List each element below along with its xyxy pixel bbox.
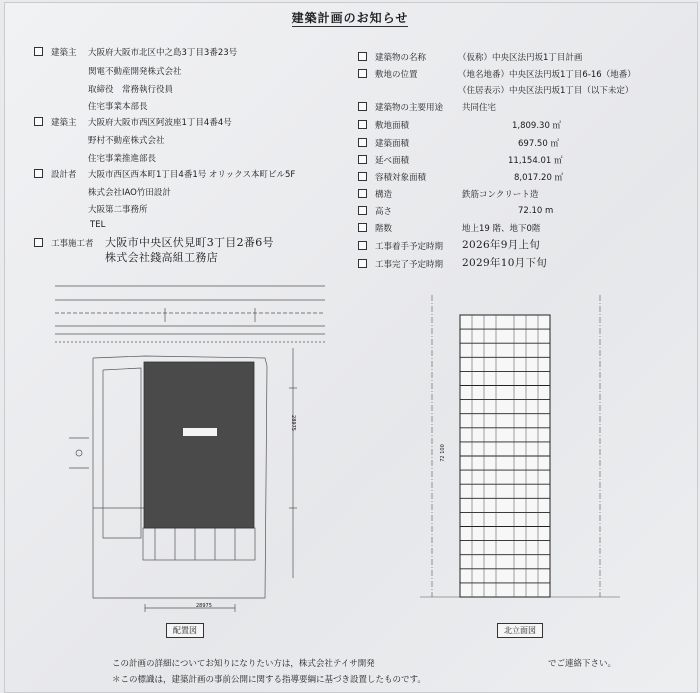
item-value: 8,017.20 ㎡ <box>514 173 564 183</box>
checkbox <box>358 206 367 215</box>
item-label: 建築物の主要用途 <box>375 103 444 113</box>
item-label: 建築物の名称 <box>375 53 427 63</box>
contractor-line: 大阪市中央区伏見町3丁目2番6号 <box>105 236 274 249</box>
designer-line: 株式会社IAO竹田設計 <box>88 188 171 198</box>
item-label: 容積対象面積 <box>375 173 427 183</box>
item-value: 地上19 階、地下0階 <box>462 224 541 234</box>
checkbox <box>358 69 367 78</box>
designer-line: TEL <box>90 220 106 230</box>
checkbox <box>358 120 367 129</box>
checkbox <box>34 117 43 126</box>
item-label: 階数 <box>375 224 393 234</box>
elevation-drawing <box>420 285 620 605</box>
checkbox <box>358 241 367 250</box>
elevation-caption: 北立面図 <box>497 623 543 638</box>
item-value: 2029年10月下旬 <box>462 257 548 269</box>
footer-line-1: この計画の詳細についてお知りになりたい方は，株式会社テイサ開発 <box>112 659 375 669</box>
item-label: 延べ面積 <box>375 156 410 166</box>
checkbox <box>358 138 367 147</box>
designer-line: 大阪第二事務所 <box>88 205 148 215</box>
checkbox <box>34 238 43 247</box>
owner-line: 住宅事業本部長 <box>88 102 148 112</box>
owner-line: 関電不動産開発株式会社 <box>88 67 182 77</box>
designer-label: 設計者 <box>51 170 77 180</box>
notice-title: 建築計画のお知らせ <box>291 11 409 25</box>
owner2-line: 大阪府大阪市西区阿波座1丁目4番4号 <box>88 118 232 128</box>
designer-line: 大阪市西区西本町1丁目4番1号 オリックス本町ビル5F <box>88 170 296 180</box>
item-label: 敷地の位置 <box>375 70 418 80</box>
item-label: 工事完了予定時期 <box>375 260 444 270</box>
contractor-label: 工事施工者 <box>51 239 94 249</box>
item-value: 72.10 m <box>518 206 554 216</box>
owner-line: 大阪府大阪市北区中之島3丁目3番23号 <box>88 48 238 58</box>
checkbox <box>358 172 367 181</box>
owner2-line: 住宅事業推進部長 <box>88 154 157 164</box>
footer-line-2: ＊この標識は，建築計画の事前公開に関する指導要綱に基づき設置したものです。 <box>112 675 426 685</box>
checkbox <box>358 102 367 111</box>
site-plan-caption: 配置図 <box>166 623 204 638</box>
checkbox <box>358 259 367 268</box>
item-value: 11,154.01 ㎡ <box>508 156 563 166</box>
checkbox <box>358 155 367 164</box>
checkbox <box>358 223 367 232</box>
item-label: 敷地面積 <box>375 121 410 131</box>
owner-line: 取締役 常務執行役員 <box>88 85 174 95</box>
item-label: 建築面積 <box>375 139 410 149</box>
item-value: （地名地番）中央区法円坂1丁目6-16（地番） <box>458 70 636 80</box>
item-label: 構造 <box>375 190 393 200</box>
contractor-line: 株式会社錢高組工務店 <box>105 251 218 264</box>
item-value: 2026年9月上旬 <box>462 239 541 251</box>
checkbox <box>358 52 367 61</box>
checkbox <box>358 189 367 198</box>
site-dim-bottom: 28975 <box>196 603 212 609</box>
owner-label: 建築主 <box>51 118 77 128</box>
site-plan-drawing <box>55 278 325 623</box>
elevation-height-dim: 72 100 <box>439 444 446 462</box>
site-dim-right: 28975 <box>289 415 296 431</box>
owner2-line: 野村不動産株式会社 <box>88 136 165 146</box>
item-value: 1,809.30 ㎡ <box>512 121 562 131</box>
item-label: 高さ <box>375 207 393 217</box>
item-value: 697.50 ㎡ <box>518 139 559 149</box>
footer-line-1-right: でご連絡下さい。 <box>548 659 617 669</box>
item-value: （住居表示）中央区法円坂1丁目（以下未定） <box>458 86 634 96</box>
checkbox <box>34 169 43 178</box>
item-label: 工事着手予定時期 <box>375 242 444 252</box>
item-value: （仮称）中央区法円坂1丁目計画 <box>458 53 583 63</box>
owner-label: 建築主 <box>51 48 77 58</box>
checkbox <box>34 47 43 56</box>
item-value: 鉄筋コンクリート造 <box>462 190 539 200</box>
item-value: 共同住宅 <box>462 103 497 113</box>
